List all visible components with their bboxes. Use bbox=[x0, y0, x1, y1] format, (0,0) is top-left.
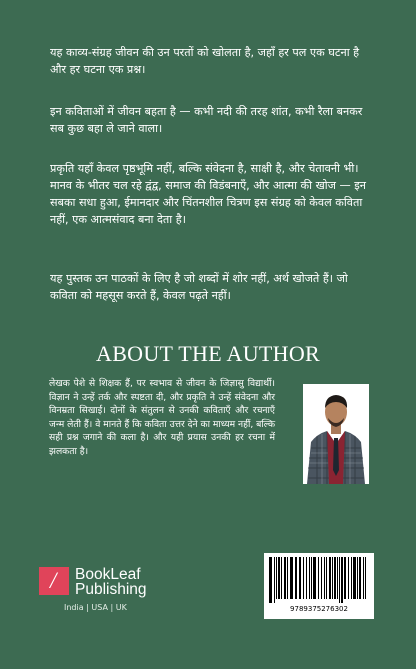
barcode-bar bbox=[339, 557, 340, 603]
barcode-bar bbox=[303, 557, 304, 599]
barcode-bar bbox=[299, 557, 301, 599]
publisher-name-line1: BookLeaf bbox=[75, 566, 141, 583]
barcode-bar bbox=[334, 557, 336, 599]
blurb-paragraph-1: यह काव्य-संग्रह जीवन की उन परतों को खोलता है, जहाँ हर पल एक घटना है और हर घटना एक प्रश्न। bbox=[50, 46, 360, 76]
barcode-bar bbox=[359, 557, 361, 599]
barcode-bar bbox=[332, 557, 333, 599]
barcode-bar bbox=[348, 557, 349, 599]
barcode-bar bbox=[290, 557, 293, 599]
barcode-bar bbox=[351, 557, 352, 599]
barcode-bar bbox=[337, 557, 338, 599]
barcode-bar bbox=[269, 557, 272, 603]
barcode-bar bbox=[313, 557, 316, 599]
isbn-number: 9789375276302 bbox=[290, 605, 348, 613]
blurb-paragraph-4: यह पुस्तक उन पाठकों के लिए है जो शब्दों में शोर नहीं, अर्थ खोजते हैं। जो कविता को महसूस करते हैं, केवल पढ़ते नहीं। bbox=[50, 272, 348, 302]
barcode-bar bbox=[324, 557, 325, 599]
barcode-bar bbox=[353, 557, 356, 599]
barcode-bar bbox=[365, 557, 366, 599]
barcode-bar bbox=[284, 557, 286, 599]
isbn-barcode bbox=[264, 553, 374, 619]
barcode-bar bbox=[326, 557, 327, 599]
barcode-bar bbox=[309, 557, 310, 599]
barcode-bar bbox=[306, 557, 307, 599]
blurb-paragraph-3: प्रकृति यहाँ केवल पृष्ठभूमि नहीं, बल्कि संवेदना है, साक्षी है, और चेतावनी भी। मानव के भीतर चल रहे द्वंद्व, समाज की विडंबनाएँ, और आत्मा की खोज — इन सबका सधा हुआ, ईमानदार और चिंतनशील चित्रण इस संग्रह को केवल कविता नहीं, एक आत्मसंवाद बना देता है। bbox=[50, 162, 366, 226]
barcode-bar bbox=[341, 557, 343, 603]
publisher-regions: India | USA | UK bbox=[64, 603, 127, 612]
author-photo bbox=[303, 384, 369, 484]
barcode-bar bbox=[321, 557, 322, 599]
barcode-bar bbox=[344, 557, 346, 599]
publisher-logo-glyph: / bbox=[50, 568, 57, 593]
barcode-bar bbox=[287, 557, 288, 599]
barcode-bar bbox=[295, 557, 297, 599]
barcode-bar bbox=[281, 557, 282, 599]
barcode-bar bbox=[274, 557, 275, 603]
publisher-name-line2: Publishing bbox=[75, 581, 147, 598]
barcode-bar bbox=[357, 557, 358, 599]
blurb-paragraph-2: इन कविताओं में जीवन बहता है — कभी नदी की तरह शांत, कभी रैला बनकर सब कुछ बहा ले जाने वाला। bbox=[50, 105, 363, 135]
author-bio: लेखक पेशे से शिक्षक हैं, पर स्वभाव से जीवन के जिज्ञासु विद्यार्थी। विज्ञान ने उन्हें तर्क और स्पष्टता दी, और प्रकृति ने उन्हें संवेदना और विनम्रता सिखाई। दोनों के संतुलन से उनकी कविताएँ और रचनाएँ जन्म लेती हैं। वे मानते हैं कि कविता उत्तर देने का माध्यम नहीं, बल्कि सही प्रश्न जगाने की कला है। और यही प्रयास उनकी हर रचना में झलकता है। bbox=[49, 378, 276, 457]
barcode-bar bbox=[318, 557, 319, 599]
publisher-name bbox=[75, 567, 147, 597]
barcode-bar bbox=[278, 557, 280, 599]
barcode-bar bbox=[311, 557, 312, 599]
barcode-bar bbox=[276, 557, 277, 599]
publisher-logo bbox=[39, 567, 69, 595]
barcode-bars bbox=[268, 557, 370, 603]
about-author-heading: ABOUT THE AUTHOR bbox=[96, 341, 320, 366]
barcode-bar bbox=[329, 557, 331, 599]
barcode-bar bbox=[363, 557, 364, 599]
